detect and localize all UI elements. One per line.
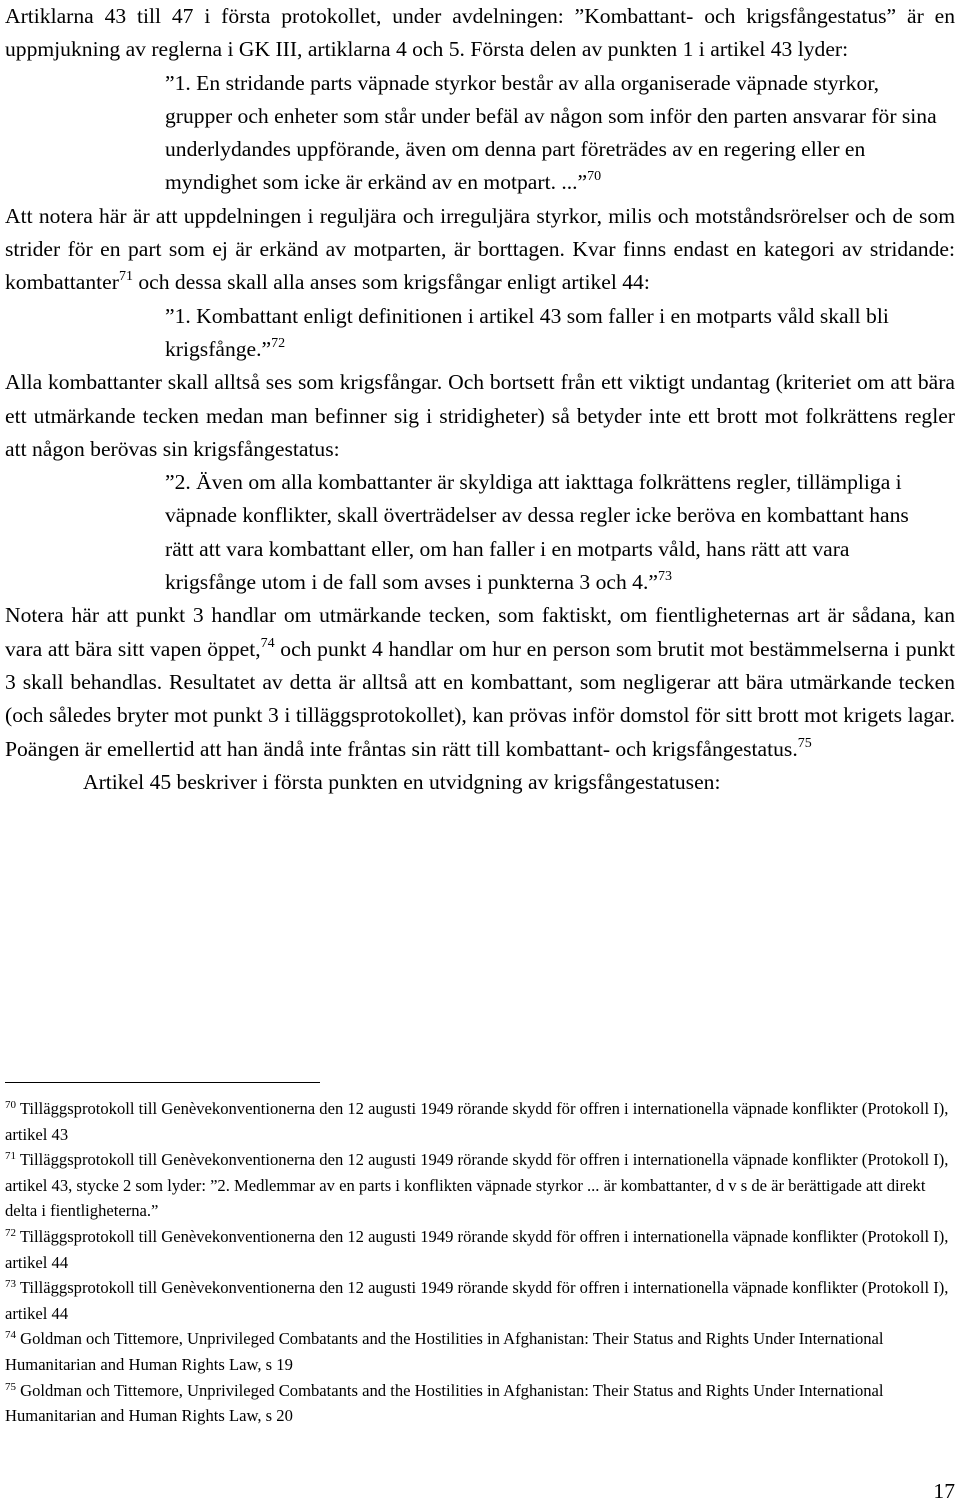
footnote-ref-74[interactable]: 74: [260, 635, 275, 651]
footnote-71: $^{71}$ Tilläggsprotokoll till Genèvekonventionerna den 12 augusti 1949 rörande skydd för offren i internationella väpnade konflikter (Protokoll I), artikel 43, stycke 2 som lyder: ”2. Medlemmar av en parts i konflikten väpnade styrkor ... är kombattanter, d v s de är berättigade att direkt delta i fientligheterna.”: [5, 1150, 949, 1221]
footnote-ref-75[interactable]: 75: [797, 735, 812, 751]
paragraph-combatants: Att notera här är att uppdelningen i reguljära och irreguljära styrkor, milis och motståndsrörelser och de som strider för en part som ej är erkänd av motparten, är borttagen. Kvar finns endast en kategori av stridande: kombattanter$^{71}$ och dessa skall alla anses som krigsfångar enligt artikel 44:: [5, 203, 955, 295]
footnote-ref-70[interactable]: 70: [587, 169, 602, 185]
footnotes: [5, 1096, 955, 1429]
footnote-72: $^{72}$ Tilläggsprotokoll till Genèvekonventionerna den 12 augusti 1949 rörande skydd för offren i internationella väpnade konflikter (Protokoll I), artikel 44: [5, 1226, 949, 1272]
footnote-70: $^{70}$ Tilläggsprotokoll till Genèvekonventionerna den 12 augusti 1949 rörande skydd för offren i internationella väpnade konflikter (Protokoll I), artikel 43: [5, 1099, 949, 1144]
paragraph-article-45: Artikel 45 beskriver i första punkten en utvidgning av krigsfångestatusen:: [83, 769, 721, 794]
document-page: [5, 0, 955, 799]
page-number: 17: [933, 1479, 955, 1503]
quote-article-44-1: ”1. Kombattant enligt definitionen i artikel 43 som faller i en motparts våld skall bli krigsfånge.”$^{72}$: [165, 303, 889, 361]
footnote-74: $^{74}$ Goldman och Tittemore, Unprivileged Combatants and the Hostilities in Afghanistan: Their Status and Rights Under International Humanitarian and Human Rights Law, s 19: [5, 1329, 884, 1374]
footnote-ref-72[interactable]: 72: [271, 335, 286, 351]
quote-article-44-2: ”2. Även om alla kombattanter är skyldiga att iakttaga folkrättens regler, tillämpliga i väpnade konflikter, skall överträdelser av dessa regler icke beröva en kombattant hans rätt att vara kombattant eller, om han faller i en motparts våld, hans rätt att vara krigsfånge utom i de fall som avses i punkterna 3 och 4.”$^{73}$: [165, 470, 909, 595]
footnote-75: $^{75}$ Goldman och Tittemore, Unprivileged Combatants and the Hostilities in Afghanistan: Their Status and Rights Under International Humanitarian and Human Rights Law, s 20: [5, 1380, 884, 1426]
footnote-separator: [5, 1082, 320, 1083]
footnote-ref-73[interactable]: 73: [657, 569, 672, 585]
paragraph-prisoners: Alla kombattanter skall alltså ses som krigsfångar. Och bortsett från ett viktigt undantag (kriteriet om att bära ett utmärkande tecken medan man befinner sig i stridigheter) så betyder inte ett brott mot folkrättens regler att någon berövas sin krigsfångestatus:: [5, 370, 955, 461]
quote-article-43: ”1. En stridande parts väpnade styrkor består av alla organiserade väpnade styrkor, grupper och enheter som står under befäl av någon som inför den parten ansvarar för sina underlydandes uppförande, även om denna part företrädes av en regering eller en myndighet som icke är erkänd av en motpart. ...”$^{70}$: [165, 70, 937, 195]
footnote-73: $^{73}$ Tilläggsprotokoll till Genèvekonventionerna den 12 augusti 1949 rörande skydd för offren i internationella väpnade konflikter (Protokoll I), artikel 44: [5, 1278, 949, 1323]
paragraph-note: Notera här att punkt 3 handlar om utmärkande tecken, som faktiskt, om fientligheternas art är sådana, kan vara att bära sitt vapen öppet,$^{74}$ och punkt 4 handlar om hur en person som brutit mot bestämmelserna i punkt 3 skall behandlas. Resultatet av detta är alltså att en kombattant, som negligerar att bära utmärkande tecken (och således bryter mot punkt 3 i tilläggsprotokollet), kan prövas inför domstol för sitt brott mot krigets lagar. Poängen är emellertid att han ändå inte fråntas sin rätt till kombattant- och krigsfångestatus.$^{75}$: [5, 603, 955, 761]
paragraph-intro: Artiklarna 43 till 47 i första protokollet, under avdelningen: ”Kombattant- och krigsfångestatus” är en uppmjukning av reglerna i GK III, artiklarna 4 och 5. Första delen av punkten 1 i artikel 43 lyder:: [5, 4, 955, 62]
footnote-ref-71[interactable]: 71: [118, 269, 133, 285]
